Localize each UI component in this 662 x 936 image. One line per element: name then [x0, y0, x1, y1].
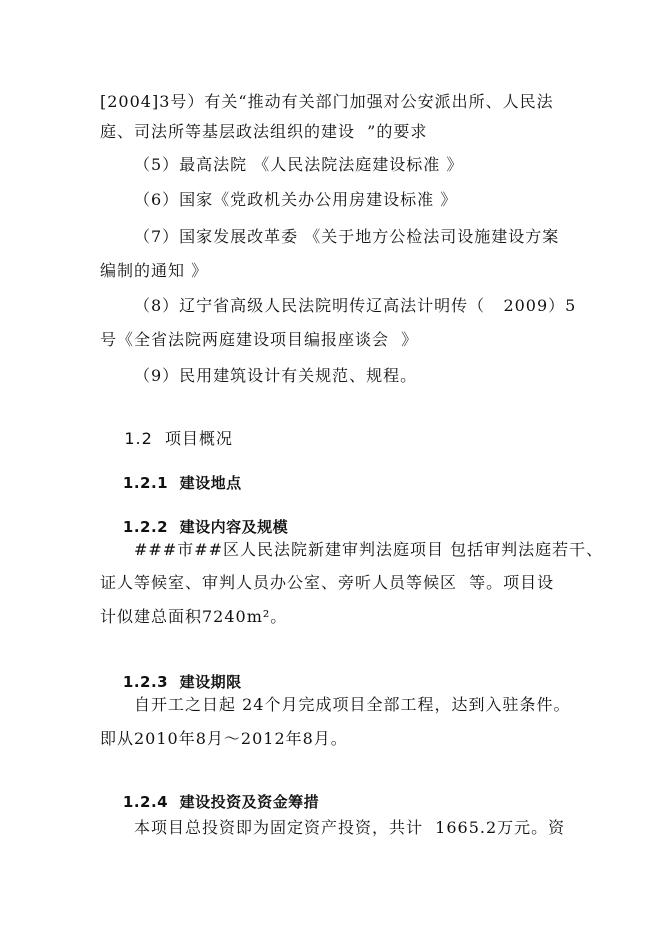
section-number: 1.2 — [124, 429, 153, 448]
content-scale-line3: 计似建总面积7240m²。 — [100, 607, 288, 626]
basis-item4-line1: [2004]3号）有关“推动有关部门加强对公安派出所、人民法 — [100, 92, 554, 111]
investment-line1: 本项目总投资即为固定资产投资，共计 1665.2万元。资 — [134, 818, 566, 837]
content-scale-line2: 证人等候室、审判人员办公室、旁听人员等候区 等。项目设 — [100, 573, 555, 592]
section-title: 建设地点 — [179, 474, 242, 492]
basis-item8-line1: （8）辽宁省高级人民法院明传辽高法计明传（ 2009）5 — [134, 296, 577, 315]
basis-item6: （6）国家《党政机关办公用房建设标准 》 — [134, 190, 458, 209]
basis-item5: （5）最高法院 《人民法院法庭建设标准 》 — [134, 155, 464, 174]
section-title: 建设内容及规模 — [179, 518, 289, 536]
basis-item9: （9）民用建筑设计有关规范、规程。 — [134, 366, 418, 385]
section-title: 建设投资及资金筹措 — [179, 793, 320, 811]
section-number: 1.2.2 — [122, 518, 169, 536]
period-line1: 自开工之日起 24个月完成项目全部工程，达到入驻条件。 — [134, 695, 571, 714]
section-title: 项目概况 — [164, 429, 233, 448]
basis-item4-line2: 庭、司法所等基层政法组织的建设 ”的要求 — [100, 122, 428, 141]
section-number: 1.2.1 — [122, 474, 169, 492]
content-scale-line1: ###市##区人民法院新建审判法庭项目 包括审判法庭若干、 — [134, 540, 604, 559]
section-number: 1.2.3 — [122, 673, 169, 691]
basis-item8-line2: 号《全省法院两庭建设项目编报座谈会 》 — [100, 330, 419, 349]
section-number: 1.2.4 — [122, 793, 169, 811]
section-title: 建设期限 — [179, 673, 242, 691]
basis-item7-line1: （7）国家发展改革委 《关于地方公检法司设施建设方案 — [134, 227, 560, 246]
period-line2: 即从2010年8月～2012年8月。 — [100, 729, 348, 748]
basis-item7-line2: 编制的通知 》 — [100, 261, 209, 280]
